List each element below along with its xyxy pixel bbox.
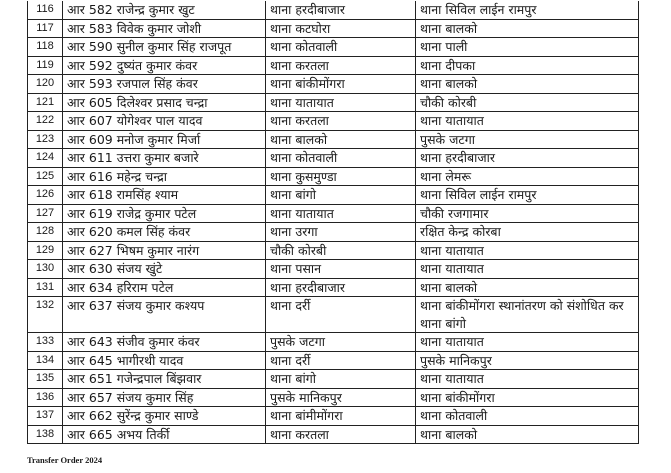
officer-name: आर 637 संजय कुमार कश्यप (63, 297, 266, 333)
serial-number: 126 (28, 186, 63, 205)
serial-number: 122 (28, 112, 63, 131)
officer-name: आर 662 सुरेंन्द्र कुमार साण्डे (63, 407, 266, 426)
officer-name: आर 593 रजपाल सिंह कंवर (63, 75, 266, 94)
officer-name: आर 634 हरिराम पटेल (63, 278, 266, 297)
from-posting: चौकी कोरबी (266, 241, 416, 260)
table-row (28, 186, 639, 205)
officer-name: आर 645 भागीरथी यादव (63, 351, 266, 370)
serial-number: 128 (28, 223, 63, 242)
serial-number: 129 (28, 241, 63, 260)
serial-number: 123 (28, 130, 63, 149)
table-row (28, 333, 639, 352)
from-posting: थाना हरदीबाजार (266, 278, 416, 297)
officer-name: आर 651 गजेन्द्रपाल बिंझवार (63, 370, 266, 389)
from-posting: थाना यातायात (266, 204, 416, 223)
table-row (28, 167, 639, 186)
from-posting: थाना दर्री (266, 351, 416, 370)
from-posting: थाना बांगो (266, 370, 416, 389)
serial-number: 119 (28, 56, 63, 75)
to-posting: थाना बालको (416, 75, 639, 94)
to-posting: थाना बालको (416, 278, 639, 297)
officer-name: आर 583 विवेक कुमार जोशी (63, 19, 266, 38)
to-posting: रक्षित केन्द्र कोरबा (416, 223, 639, 242)
serial-number: 116 (28, 1, 63, 19)
serial-number: 124 (28, 149, 63, 168)
serial-number: 135 (28, 370, 63, 389)
serial-number: 131 (28, 278, 63, 297)
from-posting: पुसके जटगा (266, 333, 416, 352)
table-row (28, 204, 639, 223)
officer-name: आर 605 दिलेश्वर प्रसाद चन्द्रा (63, 93, 266, 112)
table-row (28, 351, 639, 370)
to-posting: थाना पाली (416, 38, 639, 57)
officer-name: आर 609 मनोज कुमार मिर्जा (63, 130, 266, 149)
officer-name: आर 592 दुष्यंत कुमार कंवर (63, 56, 266, 75)
table-row (28, 388, 639, 407)
to-posting: थाना बांकीमोंगरा (416, 388, 639, 407)
officer-name: आर 616 महेन्द्र चन्द्रा (63, 167, 266, 186)
table-row (28, 278, 639, 297)
serial-number: 121 (28, 93, 63, 112)
footer-text: Transfer Order 2024 (27, 455, 103, 465)
to-posting: थाना यातायात (416, 333, 639, 352)
from-posting: थाना बांमीमोंगरा (266, 407, 416, 426)
officer-name: आर 619 राजेद्र कुमार पटेल (63, 204, 266, 223)
table-row (28, 19, 639, 38)
to-posting: थाना यातायात (416, 112, 639, 131)
serial-number: 136 (28, 388, 63, 407)
officer-name: आर 607 योगेश्वर पाल यादव (63, 112, 266, 131)
table-row (28, 75, 639, 94)
officer-name: आर 665 अभय तिर्की (63, 425, 266, 444)
table-row (28, 93, 639, 112)
serial-number: 137 (28, 407, 63, 426)
officer-name: आर 643 संजीव कुमार कंवर (63, 333, 266, 352)
from-posting: थाना करतला (266, 112, 416, 131)
serial-number: 138 (28, 425, 63, 444)
to-posting: थाना यातायात (416, 260, 639, 279)
table-row (28, 1, 639, 19)
to-posting: थाना सिविल लाईन रामपुर (416, 186, 639, 205)
table-row (28, 425, 639, 444)
from-posting: थाना कुसमुण्डा (266, 167, 416, 186)
serial-number: 134 (28, 351, 63, 370)
to-posting: पुसके जटगा (416, 130, 639, 149)
serial-number: 127 (28, 204, 63, 223)
officer-name: आर 657 संजय कुमार सिंह (63, 388, 266, 407)
to-posting: थाना सिविल लाईन रामपुर (416, 1, 639, 19)
table-row (28, 149, 639, 168)
to-posting: थाना बालको (416, 19, 639, 38)
to-posting: चौकी रजगामार (416, 204, 639, 223)
to-posting: थाना यातायात (416, 241, 639, 260)
table-row (28, 56, 639, 75)
serial-number: 117 (28, 19, 63, 38)
officer-name: आर 630 संजय खुंटे (63, 260, 266, 279)
from-posting: थाना करतला (266, 56, 416, 75)
from-posting: थाना कोतवाली (266, 149, 416, 168)
officer-name: आर 590 सुनील कुमार सिंह राजपूत (63, 38, 266, 57)
from-posting: थाना पसान (266, 260, 416, 279)
from-posting: थाना बांगो (266, 186, 416, 205)
from-posting: थाना कटघोरा (266, 19, 416, 38)
to-posting: थाना बांकीमोंगरा स्थानांतरण को संशोधित कर थाना बांगो (416, 297, 639, 333)
to-posting: थाना लेमरू (416, 167, 639, 186)
table-row (28, 130, 639, 149)
table-row (28, 241, 639, 260)
officer-name: आर 582 राजेन्द्र कुमार खुट (63, 1, 266, 19)
from-posting: थाना बालको (266, 130, 416, 149)
to-posting: थाना बालको (416, 425, 639, 444)
officer-name: आर 618 रामसिंह श्याम (63, 186, 266, 205)
to-posting: पुसके मानिकपुर (416, 351, 639, 370)
from-posting: थाना हरदीबाजार (266, 1, 416, 19)
serial-number: 118 (28, 38, 63, 57)
to-posting: थाना कोतवाली (416, 407, 639, 426)
from-posting: थाना यातायात (266, 93, 416, 112)
officer-name: आर 627 भिषम कुमार नारंग (63, 241, 266, 260)
from-posting: थाना कोतवाली (266, 38, 416, 57)
from-posting: थाना दर्री (266, 297, 416, 333)
table-row (28, 407, 639, 426)
officer-name: आर 620 कमल सिंह कंवर (63, 223, 266, 242)
serial-number: 120 (28, 75, 63, 94)
transfer-table (27, 1, 639, 444)
to-posting: थाना हरदीबाजार (416, 149, 639, 168)
to-posting: थाना यातायात (416, 370, 639, 389)
serial-number: 132 (28, 297, 63, 333)
from-posting: थाना करतला (266, 425, 416, 444)
serial-number: 133 (28, 333, 63, 352)
table-row (28, 297, 639, 333)
to-posting: थाना दीपका (416, 56, 639, 75)
serial-number: 125 (28, 167, 63, 186)
serial-number: 130 (28, 260, 63, 279)
table-row (28, 112, 639, 131)
table-row (28, 260, 639, 279)
to-posting: चौकी कोरबी (416, 93, 639, 112)
table-row (28, 38, 639, 57)
from-posting: थाना उरगा (266, 223, 416, 242)
from-posting: पुसके मानिकपुर (266, 388, 416, 407)
from-posting: थाना बांकीमोंगरा (266, 75, 416, 94)
table-row (28, 370, 639, 389)
table-row (28, 223, 639, 242)
officer-name: आर 611 उत्तरा कुमार बजारे (63, 149, 266, 168)
